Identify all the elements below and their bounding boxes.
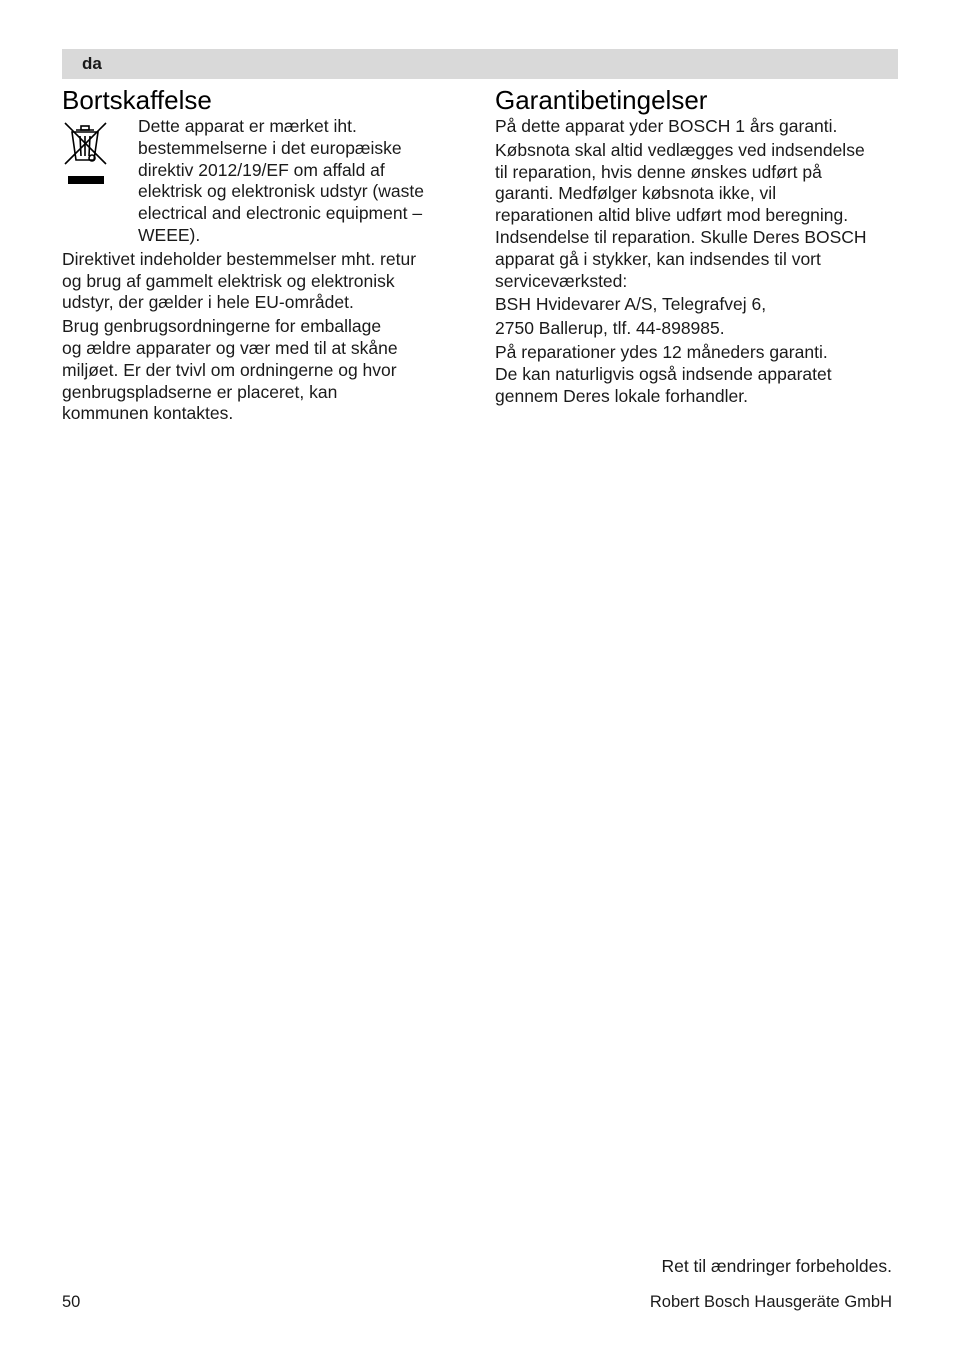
recycling-paragraph bbox=[62, 316, 467, 425]
paragraph-line: serviceværksted: bbox=[495, 270, 628, 291]
paragraph-line: og ældre apparater og vær med til at skåne bbox=[62, 337, 398, 358]
disposal-section bbox=[62, 84, 467, 425]
paragraph-line: Brug genbrugsordningerne for emballage bbox=[62, 316, 382, 337]
receipt-paragraph bbox=[495, 140, 900, 293]
footer-note: Ret til ændringer forbeholdes. bbox=[661, 1256, 892, 1276]
weee-block bbox=[62, 116, 467, 247]
paragraph-line: Indsendelse til reparation. Skulle Deres BOSCH bbox=[495, 226, 867, 247]
warranty-section bbox=[495, 84, 900, 407]
weee-line: elektrisk og elektronisk udstyr (waste bbox=[138, 181, 424, 202]
paragraph-line: gennem Deres lokale forhandler. bbox=[495, 385, 748, 406]
warranty-intro: På dette apparat yder BOSCH 1 års garanti. bbox=[495, 116, 838, 136]
paragraph-line: til reparation, hvis denne ønskes udført på bbox=[495, 161, 822, 182]
service-address: BSH Hvidevarer A/S, Telegrafvej 6, bbox=[495, 294, 767, 315]
paragraph-line: Direktivet indeholder bestemmelser mht. retur bbox=[62, 248, 417, 269]
paragraph-line: De kan naturligvis også indsende apparatet bbox=[495, 363, 832, 384]
directive-paragraph bbox=[62, 249, 467, 314]
company-name: Robert Bosch Hausgeräte GmbH bbox=[649, 1293, 892, 1311]
paragraph-line: kommunen kontaktes. bbox=[62, 403, 234, 424]
paragraph-line: Købsnota skal altid vedlægges ved indsendelse bbox=[495, 139, 865, 160]
paragraph-line: udstyr, der gælder i hele EU-området. bbox=[62, 292, 354, 313]
crossed-bin-icon bbox=[62, 120, 110, 184]
language-bar bbox=[62, 49, 898, 79]
repair-warranty-paragraph bbox=[495, 342, 900, 407]
paragraph-line: og brug af gammelt elektrisk og elektronisk bbox=[62, 270, 395, 291]
paragraph-line: reparationen altid blive udført mod beregning. bbox=[495, 205, 849, 226]
page-number: 50 bbox=[62, 1293, 81, 1311]
weee-line: electrical and electronic equipment – bbox=[138, 203, 423, 224]
paragraph-line: På reparationer ydes 12 måneders garanti. bbox=[495, 341, 828, 362]
paragraph-line: garanti. Medfølger købsnota ikke, vil bbox=[495, 183, 777, 204]
language-code: da bbox=[82, 54, 102, 73]
warranty-title: Garantibetingelser bbox=[495, 85, 708, 115]
weee-line: Dette apparat er mærket iht. bbox=[138, 116, 357, 136]
service-phone: 2750 Ballerup, tlf. 44-898985. bbox=[495, 318, 725, 339]
weee-line: bestemmelserne i det europæiske bbox=[138, 137, 402, 158]
weee-line: direktiv 2012/19/EF om affald af bbox=[138, 159, 385, 180]
weee-line: WEEE). bbox=[138, 224, 201, 245]
paragraph-line: miljøet. Er der tvivl om ordningerne og hvor bbox=[62, 359, 397, 380]
paragraph-line: genbrugspladserne er placeret, kan bbox=[62, 381, 338, 402]
paragraph-line: apparat gå i stykker, kan indsendes til vort bbox=[495, 248, 821, 269]
disposal-title: Bortskaffelse bbox=[62, 85, 212, 115]
